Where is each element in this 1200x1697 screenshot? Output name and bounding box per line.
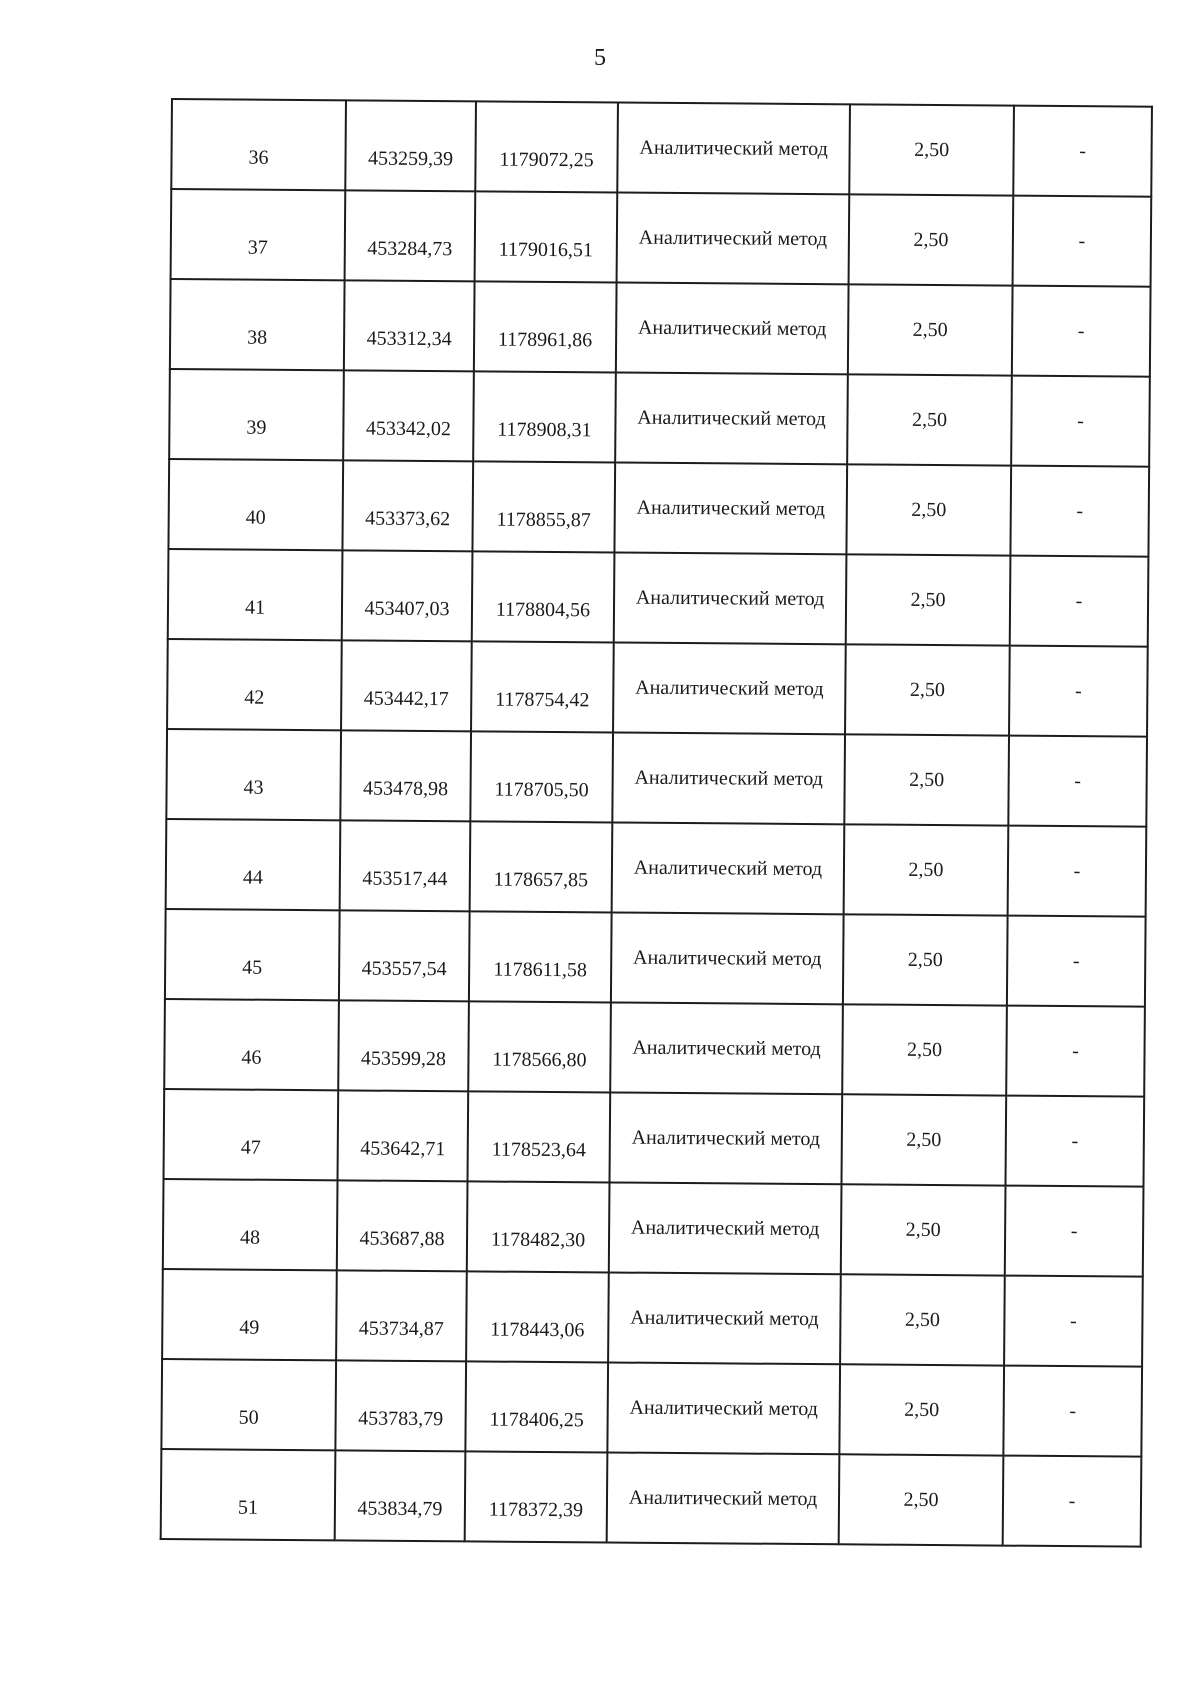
note-cell: - bbox=[1013, 196, 1152, 287]
table-row bbox=[164, 1089, 1145, 1187]
coordinates-table-container bbox=[160, 98, 1153, 1548]
coordinate-y-cell: 1178482,30 bbox=[467, 1181, 610, 1272]
coordinate-x-cell: 453442,17 bbox=[341, 640, 472, 731]
point-number-cell: 37 bbox=[171, 189, 346, 280]
point-number-cell: 50 bbox=[161, 1359, 336, 1450]
table-row bbox=[163, 1179, 1144, 1277]
accuracy-cell: 2,50 bbox=[846, 464, 1011, 555]
point-number-cell: 39 bbox=[169, 369, 344, 460]
coordinate-y-cell: 1178657,85 bbox=[470, 821, 613, 912]
method-cell: Аналитический метод bbox=[607, 1452, 840, 1544]
method-cell: Аналитический метод bbox=[608, 1272, 841, 1364]
note-cell: - bbox=[1009, 646, 1148, 737]
method-cell: Аналитический метод bbox=[612, 822, 845, 914]
note-cell: - bbox=[1008, 736, 1147, 827]
point-number-cell: 45 bbox=[165, 909, 340, 1000]
table-row bbox=[164, 999, 1145, 1097]
method-cell: Аналитический метод bbox=[609, 1182, 842, 1274]
coordinate-y-cell: 1178523,64 bbox=[468, 1091, 611, 1182]
method-cell: Аналитический метод bbox=[617, 103, 850, 195]
note-cell: - bbox=[1008, 826, 1147, 917]
accuracy-cell: 2,50 bbox=[846, 554, 1011, 645]
coordinate-x-cell: 453259,39 bbox=[345, 100, 476, 191]
accuracy-cell: 2,50 bbox=[849, 194, 1014, 285]
coordinate-x-cell: 453478,98 bbox=[340, 730, 471, 821]
table-row bbox=[168, 459, 1149, 557]
note-cell: - bbox=[1004, 1276, 1143, 1367]
accuracy-cell: 2,50 bbox=[839, 1364, 1004, 1455]
point-number-cell: 44 bbox=[166, 819, 341, 910]
coordinate-y-cell: 1178406,25 bbox=[465, 1361, 608, 1452]
coordinate-y-cell: 1178443,06 bbox=[466, 1271, 609, 1362]
coordinates-table bbox=[160, 98, 1153, 1548]
point-number-cell: 42 bbox=[167, 639, 342, 730]
coordinate-x-cell: 453687,88 bbox=[337, 1180, 468, 1271]
point-number-cell: 51 bbox=[161, 1449, 336, 1540]
accuracy-cell: 2,50 bbox=[847, 374, 1012, 465]
accuracy-cell: 2,50 bbox=[848, 284, 1013, 375]
method-cell: Аналитический метод bbox=[616, 283, 849, 375]
point-number-cell: 49 bbox=[162, 1269, 337, 1360]
point-number-cell: 41 bbox=[168, 549, 343, 640]
table-row bbox=[170, 279, 1151, 377]
coordinate-y-cell: 1178754,42 bbox=[471, 641, 614, 732]
method-cell: Аналитический метод bbox=[615, 373, 848, 465]
page-number: 5 bbox=[594, 45, 606, 71]
table-row bbox=[171, 189, 1152, 287]
point-number-cell: 40 bbox=[168, 459, 343, 550]
coordinate-y-cell: 1178705,50 bbox=[470, 731, 613, 822]
table-row bbox=[171, 99, 1152, 197]
coordinate-x-cell: 453783,79 bbox=[335, 1360, 466, 1451]
point-number-cell: 46 bbox=[164, 999, 339, 1090]
coordinate-x-cell: 453312,34 bbox=[344, 280, 475, 371]
coordinate-y-cell: 1178372,39 bbox=[465, 1451, 608, 1542]
method-cell: Аналитический метод bbox=[609, 1092, 842, 1184]
accuracy-cell: 2,50 bbox=[840, 1274, 1005, 1365]
accuracy-cell: 2,50 bbox=[845, 644, 1010, 735]
coordinate-x-cell: 453734,87 bbox=[336, 1270, 467, 1361]
accuracy-cell: 2,50 bbox=[842, 1004, 1007, 1095]
note-cell: - bbox=[1010, 556, 1149, 647]
coordinate-y-cell: 1178961,86 bbox=[474, 281, 617, 372]
point-number-cell: 36 bbox=[171, 99, 346, 190]
note-cell: - bbox=[1005, 1186, 1144, 1277]
note-cell: - bbox=[1003, 1456, 1142, 1547]
table-row bbox=[165, 909, 1146, 1007]
accuracy-cell: 2,50 bbox=[841, 1184, 1006, 1275]
method-cell: Аналитический метод bbox=[610, 1002, 843, 1094]
coordinate-x-cell: 453373,62 bbox=[342, 460, 473, 551]
coordinate-x-cell: 453407,03 bbox=[342, 550, 473, 641]
method-cell: Аналитический метод bbox=[611, 912, 844, 1004]
table-row bbox=[162, 1269, 1143, 1367]
coordinates-table-body bbox=[161, 99, 1152, 1547]
coordinate-x-cell: 453834,79 bbox=[335, 1450, 466, 1541]
method-cell: Аналитический метод bbox=[612, 732, 845, 824]
accuracy-cell: 2,50 bbox=[841, 1094, 1006, 1185]
point-number-cell: 47 bbox=[164, 1089, 339, 1180]
note-cell: - bbox=[1005, 1096, 1144, 1187]
point-number-cell: 43 bbox=[166, 729, 341, 820]
coordinate-y-cell: 1178804,56 bbox=[472, 551, 615, 642]
accuracy-cell: 2,50 bbox=[844, 824, 1009, 915]
coordinate-x-cell: 453557,54 bbox=[339, 910, 470, 1001]
method-cell: Аналитический метод bbox=[617, 193, 850, 285]
coordinate-y-cell: 1179072,25 bbox=[475, 101, 618, 192]
coordinate-x-cell: 453342,02 bbox=[343, 370, 474, 461]
accuracy-cell: 2,50 bbox=[843, 914, 1008, 1005]
coordinate-y-cell: 1178566,80 bbox=[468, 1001, 611, 1092]
note-cell: - bbox=[1013, 106, 1152, 197]
note-cell: - bbox=[1003, 1366, 1142, 1457]
table-row bbox=[166, 819, 1147, 917]
accuracy-cell: 2,50 bbox=[849, 104, 1014, 195]
coordinate-y-cell: 1179016,51 bbox=[475, 191, 618, 282]
method-cell: Аналитический метод bbox=[614, 462, 847, 554]
table-row bbox=[161, 1359, 1142, 1457]
note-cell: - bbox=[1011, 376, 1150, 467]
table-row bbox=[168, 549, 1149, 647]
note-cell: - bbox=[1012, 286, 1151, 377]
note-cell: - bbox=[1007, 916, 1146, 1007]
point-number-cell: 38 bbox=[170, 279, 345, 370]
table-row bbox=[161, 1449, 1142, 1547]
note-cell: - bbox=[1006, 1006, 1145, 1097]
table-row bbox=[169, 369, 1150, 467]
coordinate-y-cell: 1178908,31 bbox=[473, 371, 616, 462]
coordinate-x-cell: 453517,44 bbox=[340, 820, 471, 911]
method-cell: Аналитический метод bbox=[607, 1362, 840, 1454]
accuracy-cell: 2,50 bbox=[844, 734, 1009, 825]
coordinate-y-cell: 1178611,58 bbox=[469, 911, 612, 1002]
point-number-cell: 48 bbox=[163, 1179, 338, 1270]
coordinate-x-cell: 453599,28 bbox=[338, 1000, 469, 1091]
coordinate-y-cell: 1178855,87 bbox=[472, 461, 615, 552]
table-row bbox=[167, 639, 1148, 737]
table-row bbox=[166, 729, 1147, 827]
coordinate-x-cell: 453642,71 bbox=[338, 1090, 469, 1181]
method-cell: Аналитический метод bbox=[613, 642, 846, 734]
coordinate-x-cell: 453284,73 bbox=[345, 190, 476, 281]
note-cell: - bbox=[1010, 466, 1149, 557]
accuracy-cell: 2,50 bbox=[839, 1454, 1004, 1545]
method-cell: Аналитический метод bbox=[614, 552, 847, 644]
